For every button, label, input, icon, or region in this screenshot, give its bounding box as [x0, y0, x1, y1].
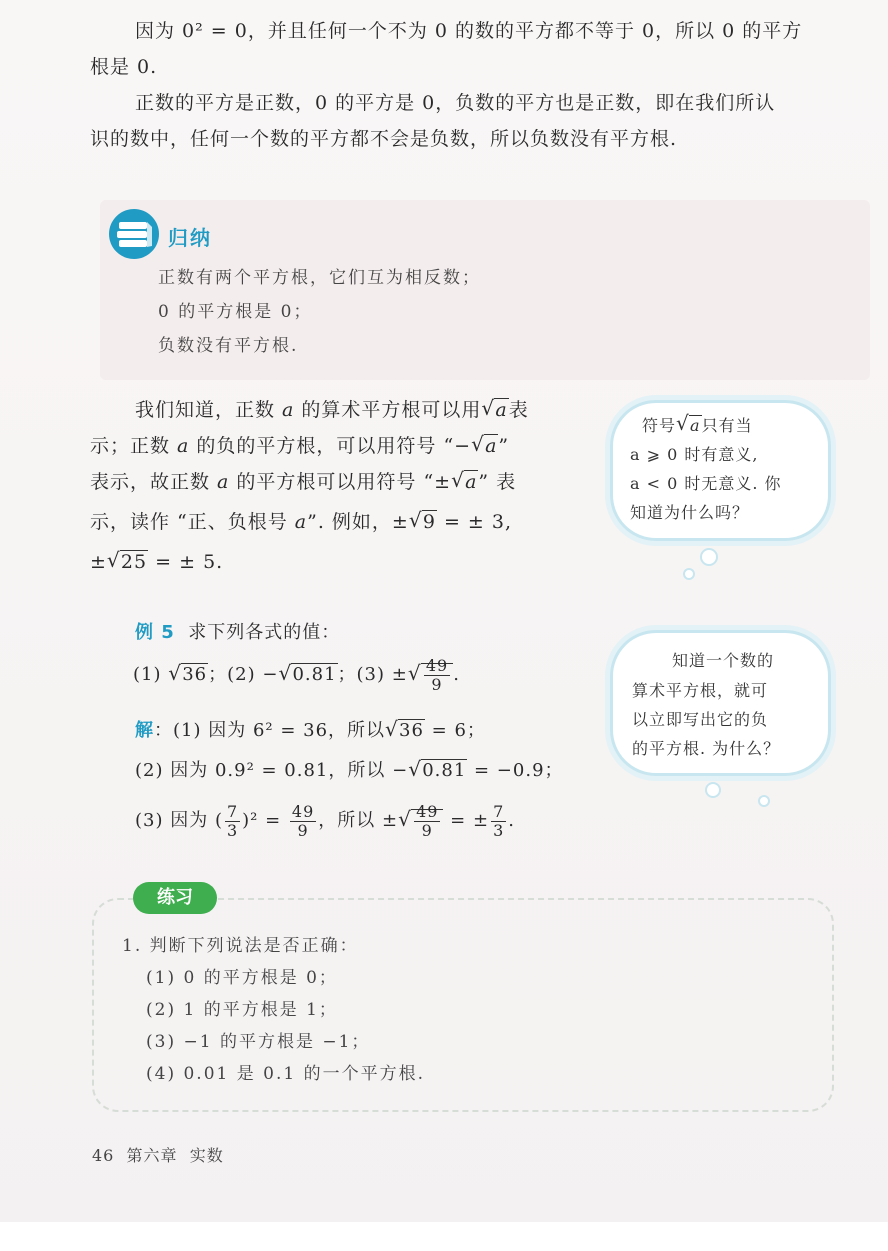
- chapter-title: 实数: [189, 1146, 224, 1165]
- radicand: 0.81: [292, 664, 337, 685]
- text-run: 表: [508, 399, 529, 421]
- fraction: [491, 803, 506, 840]
- radicand: 9: [422, 511, 436, 533]
- radicand: 36: [182, 664, 208, 685]
- text-run: 我们知道，正数: [135, 399, 283, 421]
- summary-item: 负数没有平方根.: [158, 336, 299, 356]
- example-label: 例 5: [135, 622, 175, 643]
- text-run: ”. 例如，±: [307, 511, 409, 533]
- sqrt-expression: [168, 650, 208, 700]
- text-run: = 6；: [424, 720, 486, 741]
- summary-item: 正数有两个平方根，它们互为相反数；: [158, 268, 481, 288]
- radicand: a: [465, 471, 478, 493]
- sqrt-expression: [398, 796, 443, 846]
- cloud1-line-3: a < 0 时无意义. 你: [630, 474, 782, 493]
- explain-line-5: [90, 545, 223, 579]
- radicand: 36: [399, 720, 424, 741]
- denominator: 9: [421, 820, 433, 840]
- sqrt-expression: [451, 465, 478, 499]
- text-run: ；(3) ±: [337, 664, 408, 685]
- explain-line-3: [90, 465, 516, 499]
- text-run: 示，读作 “正、负根号: [90, 511, 295, 533]
- denominator: 3: [493, 820, 505, 840]
- cloud2-line-2: 算术平方根，就可: [632, 681, 769, 700]
- sqrt-expression: [676, 412, 702, 439]
- intro-line-4: 识的数中，任何一个数的平方都不会是负数，所以负数没有平方根.: [90, 128, 678, 150]
- sqrt-expression: [278, 650, 337, 700]
- text-run: .: [453, 664, 460, 685]
- explain-line-1: [135, 393, 529, 427]
- sqrt-expression: [408, 650, 453, 700]
- text-run: ，所以 ±: [318, 810, 399, 831]
- denominator: 9: [431, 674, 443, 694]
- text-run: ”: [498, 435, 510, 457]
- sqrt-expression: [107, 545, 148, 579]
- practice-item: (1) 0 的平方根是 0；: [146, 968, 338, 988]
- page-footer: [92, 1143, 224, 1166]
- text-run: .: [508, 810, 515, 831]
- cloud-bubble: [683, 568, 695, 580]
- explain-line-4: [90, 505, 512, 539]
- cloud1-line-1: [642, 412, 753, 439]
- radicand: a: [495, 399, 508, 421]
- text-run: = ± 5.: [148, 551, 224, 573]
- text-run: 示；正数: [90, 435, 178, 457]
- practice-item: (2) 1 的平方根是 1；: [146, 1000, 338, 1020]
- denominator: 3: [226, 820, 239, 840]
- text-run: = −0.9；: [467, 760, 564, 781]
- numerator: 49: [291, 801, 315, 821]
- text-run: 表示，故正数: [90, 471, 218, 493]
- text-run: (2) 因为 0.9² = 0.81，所以 −: [135, 760, 409, 781]
- variable: a: [282, 399, 295, 421]
- cloud-bubble: [700, 548, 718, 566]
- fraction: [414, 803, 440, 840]
- radicand: 25: [120, 551, 148, 573]
- text-run: (3) 因为 (: [135, 810, 223, 831]
- summary-item: 0 的平方根是 0；: [158, 302, 313, 322]
- text-run: )² =: [242, 810, 288, 831]
- page-bottom-margin: [0, 1222, 888, 1251]
- variable: a: [217, 471, 230, 493]
- practice-question: 1. 判断下列说法是否正确：: [122, 936, 359, 956]
- text-run: 的算术平方根可以用: [294, 399, 482, 421]
- sqrt-expression: [408, 746, 467, 796]
- example-heading: [135, 618, 340, 644]
- practice-item: (3) −1 的平方根是 −1；: [146, 1032, 371, 1052]
- cloud-bubble: [758, 795, 770, 807]
- cloud1-line-4: 知道为什么吗？: [630, 503, 750, 522]
- text-run: ” 表: [478, 471, 517, 493]
- practice-badge: 练习: [133, 882, 217, 914]
- variable: a: [294, 511, 308, 533]
- fraction: [424, 657, 450, 694]
- explain-line-2: [90, 429, 509, 463]
- cloud2-line-3: 以立即写出它的负: [632, 710, 769, 729]
- sqrt-expression: [481, 393, 508, 427]
- intro-line-3: 正数的平方是正数，0 的平方是 0，负数的平方也是正数，即在我们所认: [135, 92, 776, 114]
- text-run: 符号: [642, 416, 677, 435]
- fraction: [290, 803, 316, 840]
- numerator: 7: [493, 801, 505, 821]
- intro-line-2: 根是 0.: [90, 56, 158, 78]
- cloud2-line-4: 的平方根. 为什么？: [632, 739, 781, 758]
- radicand: a: [485, 435, 498, 457]
- solution-line-2: [135, 746, 564, 796]
- example-prompt: 求下列各式的值：: [188, 622, 341, 643]
- text-run: (1): [133, 664, 169, 685]
- practice-item: (4) 0.01 是 0.1 的一个平方根.: [146, 1064, 425, 1084]
- numerator: √ 49: [425, 655, 449, 675]
- cloud-bubble: [705, 782, 721, 798]
- solution-label: 解: [135, 720, 154, 741]
- chapter-label: 第六章: [126, 1146, 178, 1165]
- page-number: 46: [92, 1146, 115, 1165]
- text-run: ：(1) 因为 6² = 36，所以: [154, 720, 386, 741]
- example-questions: [133, 650, 460, 700]
- text-run: = ±: [443, 810, 490, 831]
- book-stack-icon: [108, 208, 160, 260]
- numerator: √ 49: [416, 801, 439, 821]
- intro-line-1: 因为 0² = 0，并且任何一个不为 0 的数的平方都不等于 0，所以 0 的平方: [135, 20, 803, 42]
- text-run: = ± 3,: [436, 511, 513, 533]
- variable: a: [177, 435, 190, 457]
- text-run: ；(2) −: [208, 664, 279, 685]
- cloud1-line-2: a ⩾ 0 时有意义,: [630, 445, 759, 464]
- text-run: 只有当: [701, 416, 753, 435]
- radicand: a: [690, 416, 701, 435]
- summary-title: 归纳: [168, 226, 212, 250]
- denominator: 9: [297, 820, 309, 840]
- solution-line-3: [135, 796, 515, 846]
- fraction: [225, 803, 240, 840]
- text-run: 的负的平方根，可以用符号 “−: [189, 435, 472, 457]
- text-run: ±: [90, 551, 107, 573]
- sqrt-expression: [409, 505, 437, 539]
- numerator: 7: [226, 801, 239, 821]
- cloud2-line-1: 知道一个数的: [672, 651, 775, 670]
- text-run: 的平方根可以用符号 “±: [229, 471, 452, 493]
- radicand: 0.81: [422, 760, 467, 781]
- sqrt-expression: [471, 429, 498, 463]
